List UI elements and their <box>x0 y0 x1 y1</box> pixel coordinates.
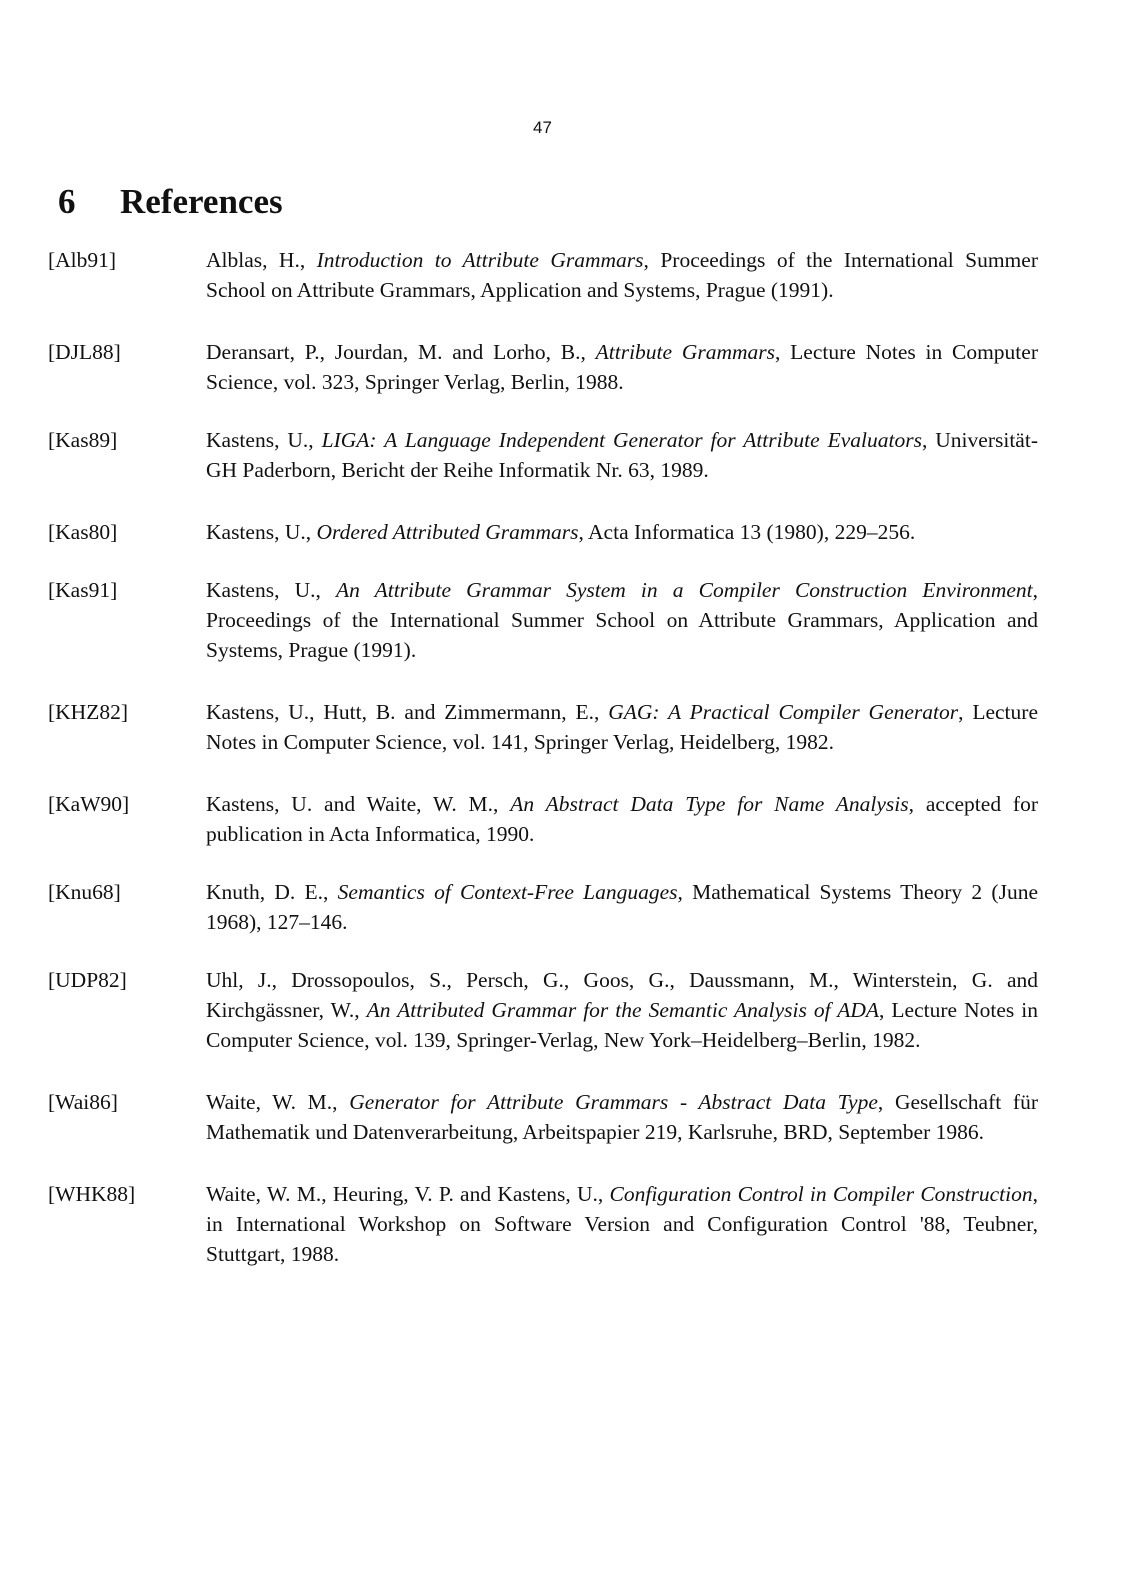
reference-entry <box>48 517 1038 547</box>
reference-details: , Lecture Notes in Computer Science, vol. 139, Springer-Verlag, New York–Heidelberg–Berlin, 1982. <box>206 998 1038 1052</box>
section-number: 6 <box>58 182 76 221</box>
reference-title: An Attribute Grammar System in a Compiler Construction Environment <box>335 578 1033 602</box>
section-heading <box>58 182 283 222</box>
reference-text <box>206 877 1038 937</box>
reference-text <box>206 789 1038 849</box>
reference-entry <box>48 877 1038 937</box>
reference-details: , Acta Informatica 13 (1980), 229–256. <box>578 520 916 544</box>
reference-key: [Kas91] <box>48 578 118 602</box>
reference-title: Attribute Grammars <box>595 340 776 364</box>
reference-authors: Waite, W. M., <box>206 1090 350 1114</box>
reference-key: [Wai86] <box>48 1090 118 1114</box>
reference-details: , Lecture Notes in Computer Science, vol. 141, Springer Verlag, Heidelberg, 1982. <box>206 700 1038 754</box>
reference-title: Configuration Control in Compiler Construction <box>609 1182 1033 1206</box>
reference-authors: Deransart, P., Jourdan, M. and Lorho, B., <box>206 340 596 364</box>
reference-title: An Abstract Data Type for Name Analysis <box>510 792 909 816</box>
reference-title: Semantics of Context-Free Languages <box>337 880 678 904</box>
page-number: 47 <box>533 118 552 137</box>
reference-authors: Alblas, H., <box>206 248 317 272</box>
reference-authors: Kastens, U., Hutt, B. and Zimmermann, E., <box>206 700 609 724</box>
reference-key: [UDP82] <box>48 968 127 992</box>
reference-text <box>206 517 1038 547</box>
reference-authors: Kastens, U., <box>206 428 322 452</box>
section-title: References <box>120 182 283 221</box>
reference-entry <box>48 1179 1038 1269</box>
reference-details: , in International Workshop on Software Version and Configuration Control '88, Teubner, Stuttgart, 1988. <box>206 1182 1038 1266</box>
reference-details: , Proceedings of the International Summer School on Attribute Grammars, Application and Systems, Prague (1991). <box>206 248 1038 302</box>
reference-title: An Attributed Grammar for the Semantic Analysis of ADA <box>366 998 880 1022</box>
reference-text <box>206 1179 1038 1269</box>
reference-entry <box>48 697 1038 757</box>
reference-key: [WHK88] <box>48 1182 136 1206</box>
reference-title: Ordered Attributed Grammars <box>316 520 579 544</box>
reference-text <box>206 245 1038 305</box>
reference-entry <box>48 1087 1038 1147</box>
reference-key: [Knu68] <box>48 880 121 904</box>
reference-key: [Alb91] <box>48 248 117 272</box>
reference-entry <box>48 425 1038 485</box>
reference-text <box>206 697 1038 757</box>
reference-text <box>206 337 1038 397</box>
reference-authors: Waite, W. M., Heuring, V. P. and Kastens, U., <box>206 1182 610 1206</box>
reference-details: , Universität-GH Paderborn, Bericht der Reihe Informatik Nr. 63, 1989. <box>206 428 1038 482</box>
reference-title: GAG: A Practical Compiler Generator <box>608 700 959 724</box>
reference-details: , Gesellschaft für Mathematik und Datenverarbeitung, Arbeitspapier 219, Karlsruhe, BRD, September 1986. <box>206 1090 1038 1144</box>
reference-key: [Kas80] <box>48 520 118 544</box>
reference-key: [DJL88] <box>48 340 121 364</box>
reference-details: , Proceedings of the International Summer School on Attribute Grammars, Application and Systems, Prague (1991). <box>206 578 1038 662</box>
reference-details: , accepted for publication in Acta Informatica, 1990. <box>206 792 1038 846</box>
reference-text <box>206 1087 1038 1147</box>
reference-entry <box>48 789 1038 849</box>
reference-entry <box>48 245 1038 305</box>
reference-authors: Kastens, U. and Waite, W. M., <box>206 792 511 816</box>
reference-authors: Kastens, U., <box>206 520 317 544</box>
reference-entry <box>48 965 1038 1055</box>
reference-text <box>206 425 1038 485</box>
reference-title: LIGA: A Language Independent Generator for Attribute Evaluators <box>321 428 922 452</box>
reference-text <box>206 575 1038 665</box>
reference-key: [KaW90] <box>48 792 130 816</box>
reference-details: , Mathematical Systems Theory 2 (June 1968), 127–146. <box>206 880 1038 934</box>
reference-key: [Kas89] <box>48 428 118 452</box>
reference-text <box>206 965 1038 1055</box>
reference-key: [KHZ82] <box>48 700 129 724</box>
reference-authors: Knuth, D. E., <box>206 880 338 904</box>
reference-title: Generator for Attribute Grammars - Abstract Data Type <box>349 1090 878 1114</box>
reference-list <box>48 245 1038 1269</box>
reference-authors: Kastens, U., <box>206 578 336 602</box>
reference-details: , Lecture Notes in Computer Science, vol. 323, Springer Verlag, Berlin, 1988. <box>206 340 1038 394</box>
reference-title: Introduction to Attribute Grammars <box>316 248 644 272</box>
reference-entry <box>48 575 1038 665</box>
reference-entry <box>48 337 1038 397</box>
reference-authors: Uhl, J., Drossopoulos, S., Persch, G., Goos, G., Daussmann, M., Winterstein, G. and Kirchgässner, W., <box>206 968 1038 1022</box>
